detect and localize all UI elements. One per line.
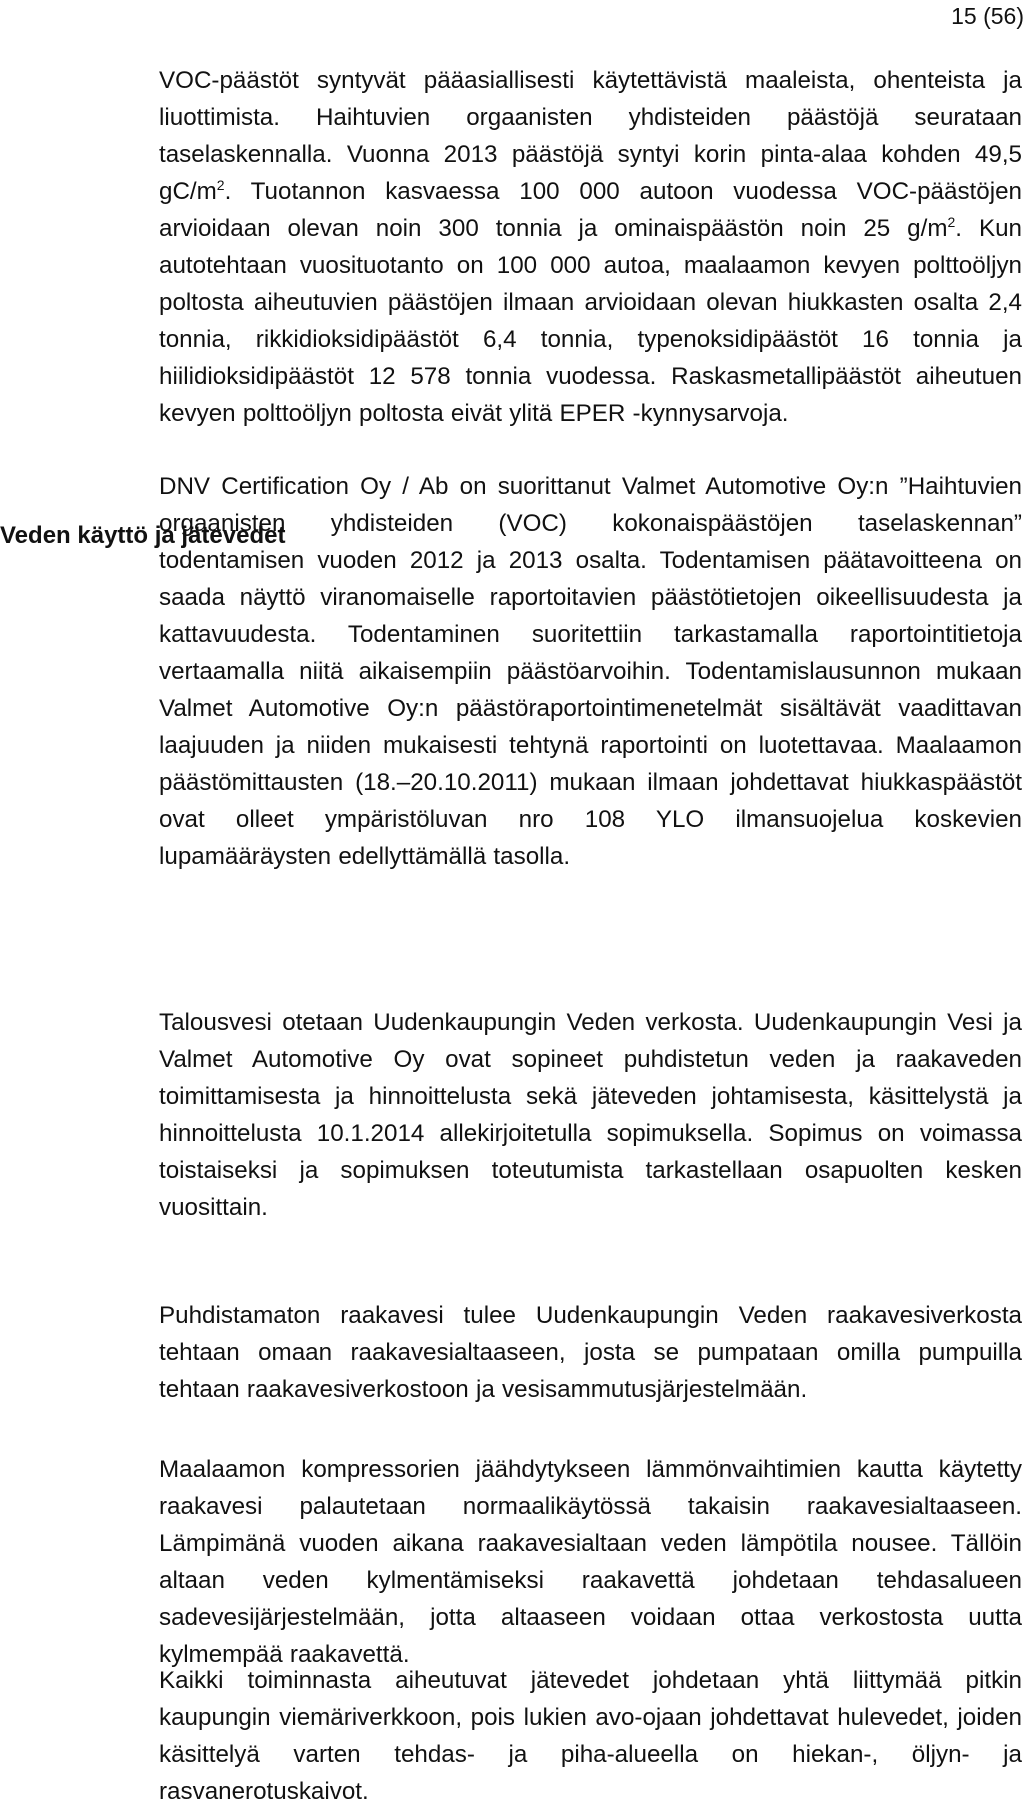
paragraph-raw-water: Puhdistamaton raakavesi tulee Uudenkaupungin Veden raakavesiverkosta tehtaan omaan raakavesialtaaseen, josta se pumpataan omilla pumpuilla tehtaan raakavesiverkostoon ja vesisammutusjärjestelmään. xyxy=(159,1302,1022,1403)
superscript: 2 xyxy=(947,214,956,230)
paragraph-text: VOC-päästöt syntyvät pääasiallisesti käytettävistä maaleista, ohenteista ja liuottimista. Haihtuvien orgaanisten yhdisteiden päästöjä seurataan taselaskennalla. Vuonna 2013 päästöjä syntyi korin pinta-alaa kohden 49,5 gC/m xyxy=(159,67,1022,205)
paragraph-household-water: Talousvesi otetaan Uudenkaupungin Veden verkosta. Uudenkaupungin Vesi ja Valmet Automotive Oy ovat sopineet puhdistetun veden ja raakaveden toimittamisesta ja hinnoittelusta sekä jäteveden johtamisesta, käsittelystä ja hinnoittelusta 10.1.2014 allekirjoitetulla sopimuksella. Sopimus on voimassa toistaiseksi ja sopimuksen toteutumista tarkastellaan osapuolten kesken vuosittain. xyxy=(159,1009,1022,1221)
paragraph-wastewater: Kaikki toiminnasta aiheutuvat jätevedet johdetaan yhtä liittymää pitkin kaupungin viemäriverkkoon, pois lukien avo-ojaan johdettavat hulevedet, joiden käsittelyä varten tehdas- ja piha-alueella on hiekan-, öljyn- ja rasvanerotuskaivot. xyxy=(159,1667,1022,1805)
paragraph-text: . Kun autotehtaan vuosituotanto on 100 000 autoa, maalaamon kevyen polttoöljyn poltosta aiheutuvien päästöjen ilmaan arvioidaan olevan hiukkasten osalta 2,4 tonnia, rikkidioksidipäästöt 6,4 tonnia, typenoksidipäästöt 16 tonnia ja hiilidioksidipäästöt 12 578 tonnia vuodessa. Raskasmetallipäästöt aiheutuen kevyen polttoöljyn poltosta eivät ylitä EPER -kynnysarvoja. xyxy=(159,215,1022,427)
paragraph-dnv-verification: DNV Certification Oy / Ab on suorittanut Valmet Automotive Oy:n ”Haihtuvien orgaanisten yhdisteiden (VOC) kokonaispäästöjen taselaskennan” todentamisen vuoden 2012 ja 2013 osalta. Todentamisen päätavoitteena on saada näyttö viranomaiselle raportoitavien päästötietojen oikeellisuudesta ja kattavuudesta. Todentaminen suoritettiin tarkastamalla raportointitietoja vertaamalla niitä aikaisempiin päästöarvoihin. Todentamislausunnon mukaan Valmet Automotive Oy:n päästöraportointimenetelmät sisältävät vaadittavan laajuuden ja niiden mukaisesti tehtynä raportointi on luotettavaa. Maalaamon päästömittausten (18.–20.10.2011) mukaan ilmaan johdettavat hiukkaspäästöt ovat olleet ympäristöluvan nro 108 YLO ilmansuojelua koskevien lupamääräysten edellyttämällä tasolla. xyxy=(159,473,1022,870)
paragraph-text: . Tuotannon kasvaessa 100 000 autoon vuodessa VOC-päästöjen arvioidaan olevan noin 300 tonnia ja ominaispäästön noin 25 g/m xyxy=(159,178,1022,242)
section-heading: Veden käyttö ja jätevedet xyxy=(0,522,286,549)
paragraph-compressor-cooling: Maalaamon kompressorien jäähdytykseen lämmönvaihtimien kautta käytetty raakavesi palautetaan normaalikäytössä takaisin raakavesialtaaseen. Lämpimänä vuoden aikana raakavesialtaan veden lämpötila nousee. Tällöin altaan veden kylmentämiseksi raakavettä johdetaan tehdasalueen sadevesijärjestelmään, jotta altaaseen voidaan ottaa verkostosta uutta kylmempää raakavettä. xyxy=(159,1456,1022,1668)
page-number: 15 (56) xyxy=(951,3,1024,29)
paragraph-voc-emissions xyxy=(159,62,1022,432)
superscript: 2 xyxy=(216,177,225,193)
